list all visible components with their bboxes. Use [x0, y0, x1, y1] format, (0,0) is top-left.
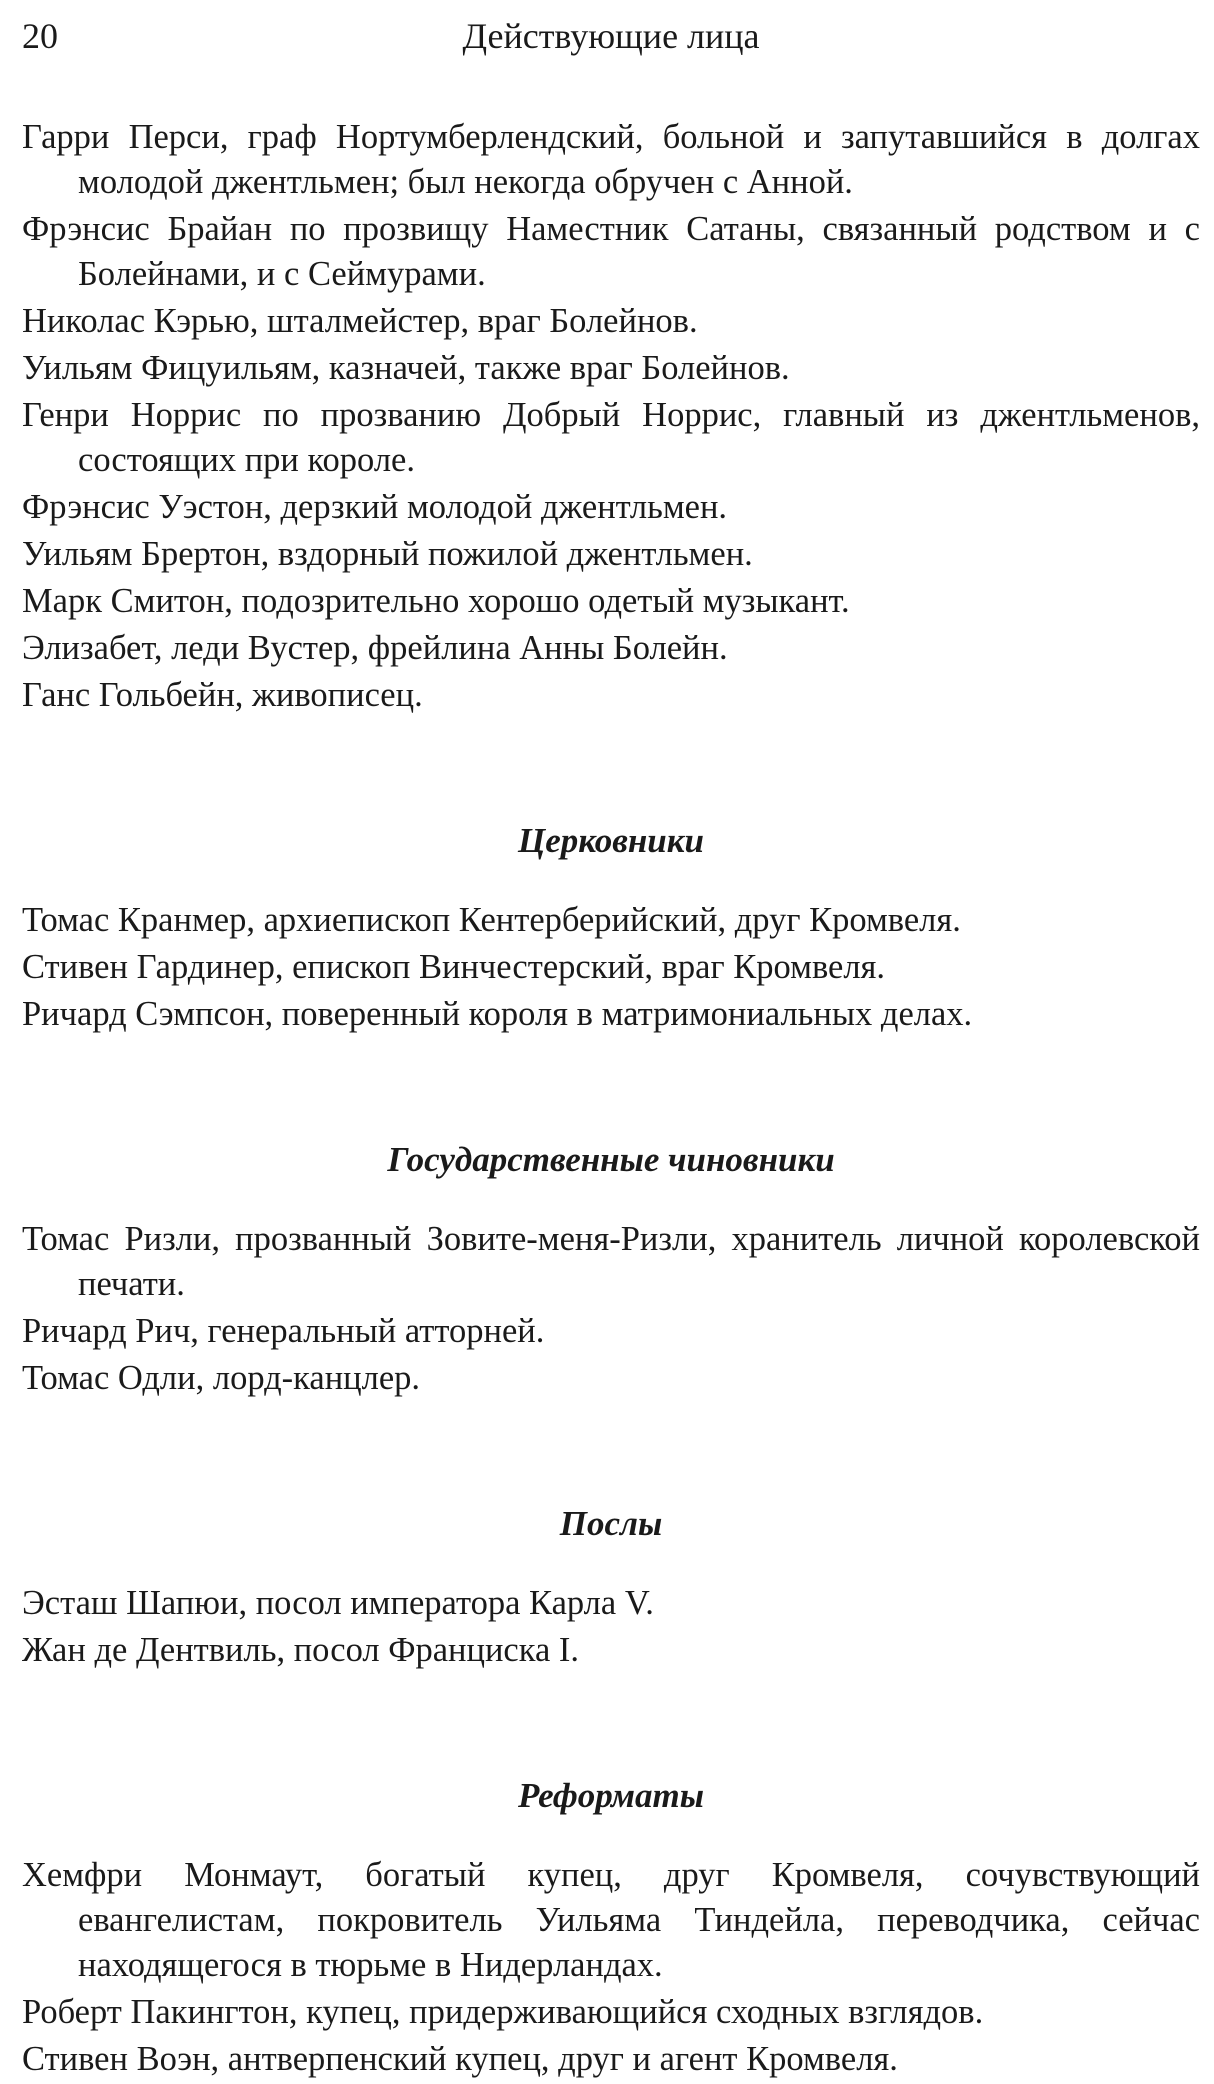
section-gentlemen [22, 115, 1200, 718]
character-entry: Хемфри Монмаут, богатый купец, друг Кромвеля, сочувствующий евангелистам, покровитель Уильяма Тиндейла, переводчика, сейчас находящегося в тюрьме в Нидерландах. [22, 1856, 1200, 1984]
character-entry: Эсташ Шапюи, посол императора Карла V. [22, 1584, 654, 1622]
running-head [22, 0, 1200, 72]
character-entry: Фрэнсис Уэстон, дерзкий молодой джентльмен. [22, 488, 728, 526]
character-entry: Жан де Дентвиль, посол Франциска I. [22, 1631, 580, 1669]
character-entry: Ганс Гольбейн, живописец. [22, 676, 423, 714]
character-entry: Уильям Брертон, вздорный пожилой джентльмен. [22, 535, 753, 573]
section-clergy [22, 817, 1200, 1037]
section-heading: Церковники [518, 821, 704, 860]
character-entry: Генри Норрис по прозванию Добрый Норрис, главный из джентльменов, состоящих при короле. [22, 396, 1200, 479]
section-heading: Государственные чиновники [387, 1140, 835, 1179]
section-heading: Послы [559, 1504, 663, 1543]
character-entry: Томас Ризли, прозванный Зовите-меня-Ризли, хранитель личной королевской печати. [22, 1220, 1200, 1303]
section-heading: Реформаты [517, 1776, 705, 1815]
entry-list [22, 1853, 1200, 2082]
character-entry: Стивен Воэн, антверпенский купец, друг и агент Кромвеля. [22, 2040, 898, 2078]
character-entry: Элизабет, леди Вустер, фрейлина Анны Болейн. [22, 629, 728, 667]
entry-list [22, 1217, 1200, 1401]
character-entry: Марк Смитон, подозрительно хорошо одетый музыкант. [22, 582, 850, 620]
page-number: 20 [22, 16, 58, 56]
section-reformers [22, 1772, 1200, 2082]
entry-list [22, 115, 1200, 718]
character-entry: Фрэнсис Брайан по прозвищу Наместник Сатаны, связанный родством и с Болейнами, и с Сеймурами. [22, 210, 1200, 293]
character-entry: Стивен Гардинер, епископ Винчестерский, враг Кромвеля. [22, 948, 886, 986]
character-entry: Уильям Фицуильям, казначей, также враг Болейнов. [22, 349, 790, 387]
character-entry: Ричард Рич, генеральный атторней. [22, 1312, 545, 1350]
character-entry: Ричард Сэмпсон, поверенный короля в матримониальных делах. [22, 995, 973, 1033]
character-entry: Томас Одли, лорд-канцлер. [22, 1359, 421, 1397]
running-head-title: Действующие лица [462, 16, 760, 56]
book-page [22, 0, 1200, 2084]
section-officials [22, 1136, 1200, 1401]
character-entry: Николас Кэрью, шталмейстер, враг Болейнов. [22, 302, 698, 340]
section-ambassadors [22, 1500, 1200, 1673]
entry-list [22, 898, 1200, 1037]
character-entry: Гарри Перси, граф Нортумберлендский, больной и запутавшийся в долгах молодой джентльмен; был некогда обручен с Анной. [22, 118, 1200, 201]
entry-list [22, 1581, 1200, 1673]
character-entry: Роберт Пакингтон, купец, придерживающийся сходных взглядов. [22, 1993, 984, 2031]
character-entry: Томас Кранмер, архиепископ Кентерберийский, друг Кромвеля. [22, 901, 961, 939]
